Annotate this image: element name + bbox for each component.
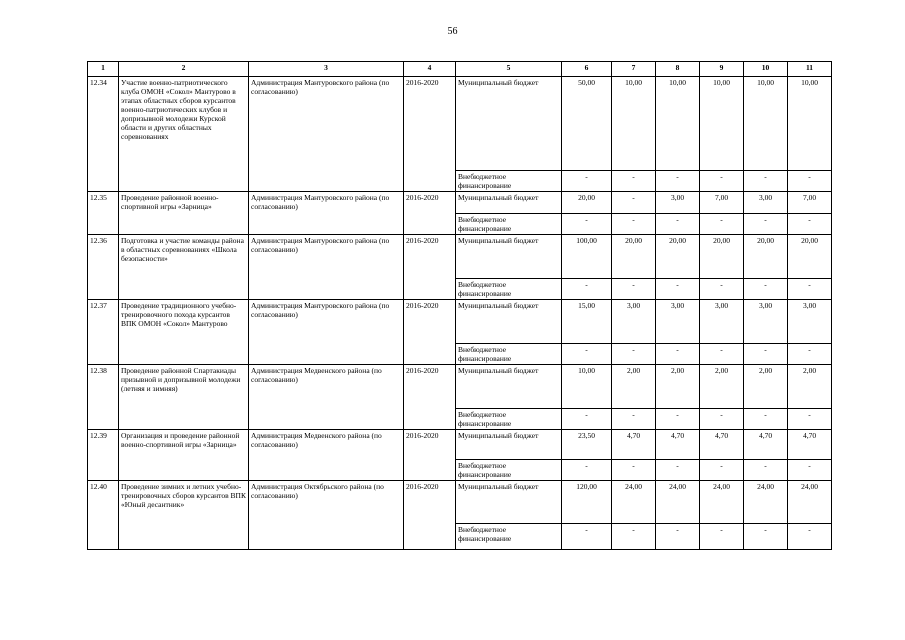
- amount-cell: 10,00: [612, 77, 656, 171]
- col-header: 7: [612, 62, 656, 77]
- executor: Администрация Медвенского района (по согласованию): [249, 430, 404, 481]
- col-header: 8: [656, 62, 700, 77]
- period: 2016-2020: [404, 192, 456, 235]
- executor: Администрация Мантуровского района (по согласованию): [249, 192, 404, 235]
- amount-cell: 50,00: [562, 77, 612, 171]
- amount-cell: -: [562, 171, 612, 192]
- amount-cell: 20,00: [562, 192, 612, 214]
- col-header: 1: [88, 62, 119, 77]
- amount-cell: 2,00: [612, 365, 656, 409]
- funding-source: Внебюджетное финансирование: [456, 214, 562, 235]
- amount-cell: -: [788, 171, 832, 192]
- amount-cell: -: [612, 279, 656, 300]
- table-row: [88, 300, 832, 344]
- col-header: 3: [249, 62, 404, 77]
- amount-cell: 24,00: [744, 481, 788, 524]
- amount-cell: -: [562, 524, 612, 550]
- amount-cell: -: [612, 460, 656, 481]
- executor: Администрация Мантуровского района (по согласованию): [249, 300, 404, 365]
- amount-cell: 2,00: [744, 365, 788, 409]
- executor: Администрация Мантуровского района (по согласованию): [249, 235, 404, 300]
- header-row: [88, 62, 832, 77]
- funding-source: Внебюджетное финансирование: [456, 524, 562, 550]
- col-header: 11: [788, 62, 832, 77]
- funding-source: Внебюджетное финансирование: [456, 344, 562, 365]
- amount-cell: -: [744, 279, 788, 300]
- amount-cell: 3,00: [744, 192, 788, 214]
- amount-cell: 3,00: [744, 300, 788, 344]
- table-row: [88, 430, 832, 460]
- page-number: 56: [447, 26, 458, 37]
- funding-source: Внебюджетное финансирование: [456, 279, 562, 300]
- funding-source: Внебюджетное финансирование: [456, 171, 562, 192]
- amount-cell: 4,70: [744, 430, 788, 460]
- funding-source: Внебюджетное финансирование: [456, 409, 562, 430]
- table-row: [88, 192, 832, 214]
- col-header: 4: [404, 62, 456, 77]
- amount-cell: -: [788, 460, 832, 481]
- event-name: Организация и проведение районной военно-спортивной игры «Зарница»: [119, 430, 249, 481]
- amount-cell: 4,70: [656, 430, 700, 460]
- executor: Администрация Медвенского района (по согласованию): [249, 365, 404, 430]
- funding-source: Муниципальный бюджет: [456, 235, 562, 279]
- period: 2016-2020: [404, 481, 456, 550]
- period: 2016-2020: [404, 235, 456, 300]
- amount-cell: -: [700, 524, 744, 550]
- amount-cell: 3,00: [700, 300, 744, 344]
- amount-cell: 23,50: [562, 430, 612, 460]
- table-row: [88, 235, 832, 279]
- table-row: [88, 77, 832, 171]
- amount-cell: -: [744, 214, 788, 235]
- period: 2016-2020: [404, 430, 456, 481]
- amount-cell: -: [656, 279, 700, 300]
- amount-cell: 24,00: [700, 481, 744, 524]
- col-header: 9: [700, 62, 744, 77]
- amount-cell: 10,00: [744, 77, 788, 171]
- executor: Администрация Мантуровского района (по согласованию): [249, 77, 404, 192]
- amount-cell: 100,00: [562, 235, 612, 279]
- amount-cell: -: [612, 524, 656, 550]
- amount-cell: 4,70: [788, 430, 832, 460]
- amount-cell: -: [744, 524, 788, 550]
- amount-cell: 2,00: [656, 365, 700, 409]
- amount-cell: 120,00: [562, 481, 612, 524]
- row-number: 12.35: [88, 192, 119, 235]
- col-header: 5: [456, 62, 562, 77]
- amount-cell: -: [788, 344, 832, 365]
- row-number: 12.38: [88, 365, 119, 430]
- event-name: Проведение зимних и летних учебно-тренировочных сборов курсантов ВПК «Юный десантник»: [119, 481, 249, 550]
- amount-cell: -: [656, 344, 700, 365]
- amount-cell: -: [788, 279, 832, 300]
- amount-cell: 20,00: [788, 235, 832, 279]
- amount-cell: 10,00: [656, 77, 700, 171]
- amount-cell: 20,00: [700, 235, 744, 279]
- amount-cell: -: [612, 192, 656, 214]
- amount-cell: -: [562, 279, 612, 300]
- col-header: 2: [119, 62, 249, 77]
- row-number: 12.36: [88, 235, 119, 300]
- event-name: Подготовка и участие команды района в областных соревнованиях «Школа безопасности»: [119, 235, 249, 300]
- event-name: Проведение традиционного учебно-тренировочного похода курсантов ВПК ОМОН «Сокол» Мантурово: [119, 300, 249, 365]
- table-row: [88, 481, 832, 524]
- amount-cell: 3,00: [612, 300, 656, 344]
- event-name: Проведение районной Спартакиады призывной и допризывной молодежи (летняя и зимняя): [119, 365, 249, 430]
- funding-source: Муниципальный бюджет: [456, 192, 562, 214]
- period: 2016-2020: [404, 365, 456, 430]
- amount-cell: -: [744, 344, 788, 365]
- funding-source: Муниципальный бюджет: [456, 77, 562, 171]
- period: 2016-2020: [404, 77, 456, 192]
- amount-cell: -: [612, 409, 656, 430]
- amount-cell: -: [788, 524, 832, 550]
- amount-cell: -: [612, 171, 656, 192]
- amount-cell: -: [656, 409, 700, 430]
- amount-cell: -: [700, 460, 744, 481]
- amount-cell: -: [656, 460, 700, 481]
- period: 2016-2020: [404, 300, 456, 365]
- amount-cell: -: [562, 214, 612, 235]
- amount-cell: -: [612, 214, 656, 235]
- table-body: [88, 77, 832, 550]
- amount-cell: -: [656, 171, 700, 192]
- amount-cell: 20,00: [656, 235, 700, 279]
- amount-cell: 24,00: [788, 481, 832, 524]
- amount-cell: 10,00: [788, 77, 832, 171]
- funding-source: Муниципальный бюджет: [456, 481, 562, 524]
- amount-cell: 2,00: [700, 365, 744, 409]
- amount-cell: -: [656, 214, 700, 235]
- amount-cell: 15,00: [562, 300, 612, 344]
- amount-cell: 24,00: [656, 481, 700, 524]
- amount-cell: -: [700, 171, 744, 192]
- amount-cell: 20,00: [744, 235, 788, 279]
- amount-cell: -: [562, 460, 612, 481]
- amount-cell: -: [744, 171, 788, 192]
- table-row: [88, 365, 832, 409]
- amount-cell: 2,00: [788, 365, 832, 409]
- event-name: Участие военно-патриотического клуба ОМОН «Сокол» Мантурово в этапах областных сборов курсантов военно-патриотических клубов и допризывной молодежи Курской области и других областных соревнованиях: [119, 77, 249, 192]
- amount-cell: -: [700, 279, 744, 300]
- amount-cell: 3,00: [788, 300, 832, 344]
- amount-cell: -: [744, 409, 788, 430]
- executor: Администрация Октябрьского района (по согласованию): [249, 481, 404, 550]
- amount-cell: -: [562, 344, 612, 365]
- amount-cell: -: [788, 409, 832, 430]
- row-number: 12.39: [88, 430, 119, 481]
- amount-cell: 4,70: [612, 430, 656, 460]
- col-header: 6: [562, 62, 612, 77]
- row-number: 12.40: [88, 481, 119, 550]
- amount-cell: -: [700, 409, 744, 430]
- amount-cell: -: [562, 409, 612, 430]
- funding-source: Муниципальный бюджет: [456, 300, 562, 344]
- amount-cell: 3,00: [656, 300, 700, 344]
- amount-cell: -: [700, 344, 744, 365]
- amount-cell: 24,00: [612, 481, 656, 524]
- funding-source: Внебюджетное финансирование: [456, 460, 562, 481]
- amount-cell: 7,00: [788, 192, 832, 214]
- amount-cell: -: [788, 214, 832, 235]
- amount-cell: 10,00: [562, 365, 612, 409]
- amount-cell: 20,00: [612, 235, 656, 279]
- amount-cell: 3,00: [656, 192, 700, 214]
- amount-cell: -: [612, 344, 656, 365]
- event-name: Проведение районной военно-спортивной игры «Зарница»: [119, 192, 249, 235]
- amount-cell: 10,00: [700, 77, 744, 171]
- amount-cell: -: [656, 524, 700, 550]
- col-header: 10: [744, 62, 788, 77]
- amount-cell: 7,00: [700, 192, 744, 214]
- row-number: 12.37: [88, 300, 119, 365]
- amount-cell: -: [700, 214, 744, 235]
- row-number: 12.34: [88, 77, 119, 192]
- program-table: [87, 61, 832, 550]
- funding-source: Муниципальный бюджет: [456, 365, 562, 409]
- amount-cell: 4,70: [700, 430, 744, 460]
- amount-cell: -: [744, 460, 788, 481]
- funding-source: Муниципальный бюджет: [456, 430, 562, 460]
